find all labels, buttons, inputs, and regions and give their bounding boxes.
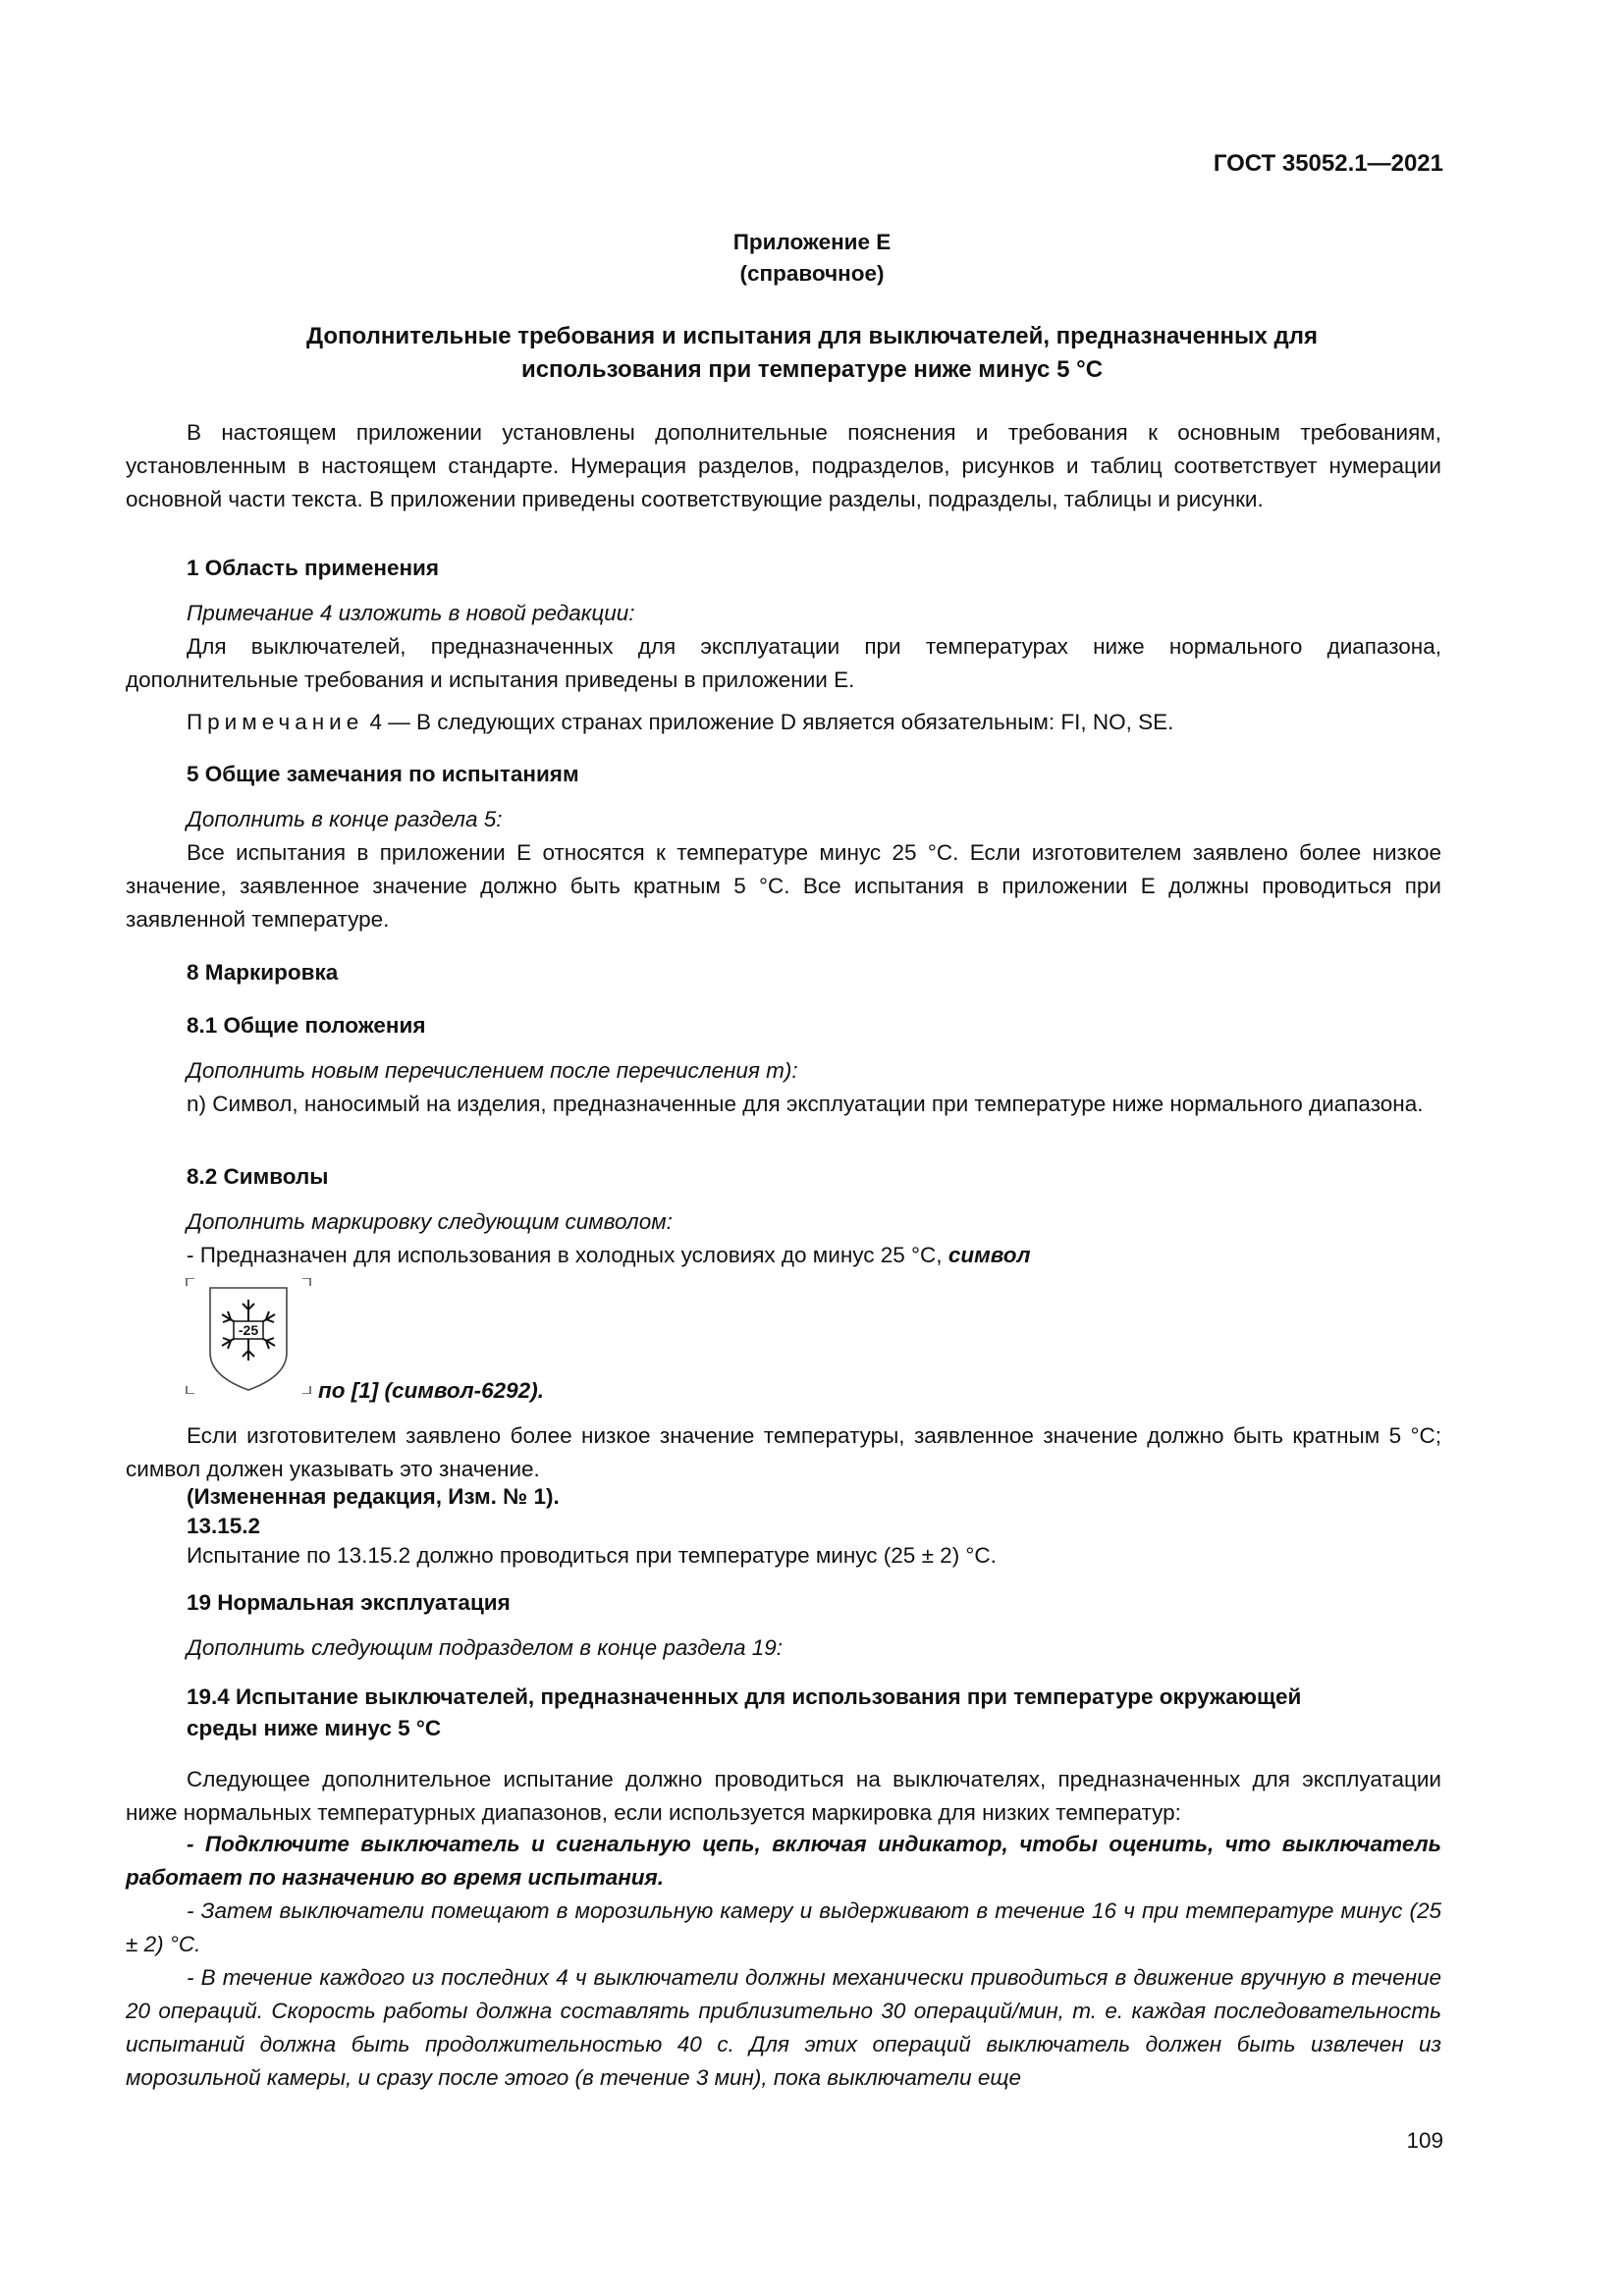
section-19-instruction: Дополнить следующим подразделом в конце раздела 19: xyxy=(187,1635,784,1660)
section-8-2-heading: 8.2 Символы xyxy=(187,1164,329,1189)
cold-symbol-6292 xyxy=(185,1278,312,1394)
symbol-item-bold: символ xyxy=(947,1243,1031,1267)
section-8-2-item xyxy=(187,1239,1030,1272)
section-5-instruction: Дополнить в конце раздела 5: xyxy=(187,807,503,831)
symbol-reference: по [1] (символ-6292). xyxy=(318,1378,544,1403)
appendix-status: (справочное) xyxy=(739,261,885,286)
page-number: 109 xyxy=(1406,2128,1443,2153)
note-text: 4 — В следующих странах приложение D является обязательным: FI, NO, SE. xyxy=(363,710,1174,734)
test-step-3: - В течение каждого из последних 4 ч выключатели должны механически приводиться в движение вручную в течение 20 операций. Скорость работы должна составлять приблизительно 30 операций/мин, т. е. каждая последовательность испытаний должна быть продолжительностью 40 с. Для этих операций выключатель должен быть извлечен из морозильной камеры, и сразу после этого (в течение 3 мин), пока выключатели еще xyxy=(126,1965,1441,2090)
test-step-1: - Подключите выключатель и сигнальную цепь, включая индикатор, чтобы оценить, что выключатель работает по назначению во время испытания. xyxy=(126,1832,1441,1890)
section-19-4-heading-line2: среды ниже минус 5 °С xyxy=(187,1716,442,1740)
section-8-heading: 8 Маркировка xyxy=(187,960,339,985)
clause-13-15-2-text: Испытание по 13.15.2 должно проводиться при температуре минус (25 ± 2) °С. xyxy=(187,1543,997,1568)
section-8-1-heading: 8.1 Общие положения xyxy=(187,1013,426,1038)
symbol-temperature: -25 xyxy=(238,1322,259,1338)
document-code: ГОСТ 35052.1—2021 xyxy=(1213,150,1443,177)
section-19-4-text: Следующее дополнительное испытание должно проводиться на выключателях, предназначенных для эксплуатации ниже нормальных температурных диапазонов, если используется маркировка для низких температур: xyxy=(126,1767,1441,1825)
section-1-instruction: Примечание 4 изложить в новой редакции: xyxy=(187,601,635,625)
amended-edition: (Измененная редакция, Изм. № 1). xyxy=(187,1484,560,1509)
section-8-2-instruction: Дополнить маркировку следующим символом: xyxy=(187,1209,673,1234)
section-19-heading: 19 Нормальная эксплуатация xyxy=(187,1590,511,1615)
section-1-heading: 1 Область применения xyxy=(187,556,440,580)
section-5-heading: 5 Общие замечания по испытаниям xyxy=(187,762,579,786)
section-1-note xyxy=(187,706,1173,739)
note-label: Примечание xyxy=(187,710,364,734)
lower-temp-text: Если изготовителем заявлено более низкое значение температуры, заявленное значение должно быть кратным 5 °С; символ должен указывать это значение. xyxy=(126,1423,1441,1481)
symbol-item-text: - Предназначен для использования в холодных условиях до минус 25 °С, xyxy=(187,1243,948,1267)
section-8-1-instruction: Дополнить новым перечислением после перечисления m): xyxy=(187,1058,798,1083)
appendix-heading-line1: Дополнительные требования и испытания для выключателей, предназначенных для xyxy=(306,323,1318,349)
section-1-text: Для выключателей, предназначенных для эксплуатации при температурах ниже нормального диапазона, дополнительные требования и испытания приведены в приложении Е. xyxy=(126,634,1441,692)
appendix-heading-line2: использования при температуре ниже минус 5 °С xyxy=(520,356,1104,383)
appendix-title: Приложение Е xyxy=(732,230,892,254)
section-5-text: Все испытания в приложении Е относятся к температуре минус 25 °С. Если изготовителем заявлено более низкое значение, заявленное значение должно быть кратным 5 °С. Все испытания в приложении Е должны проводиться при заявленной температуре. xyxy=(126,840,1441,932)
section-19-4-heading-line1: 19.4 Испытание выключателей, предназначенных для использования при температуре окружающей xyxy=(187,1684,1302,1709)
intro-paragraph: В настоящем приложении установлены дополнительные пояснения и требования к основным требованиям, установленным в настоящем стандарте. Нумерация разделов, подразделов, рисунков и таблиц соответствует нумерации основной части текста. В приложении приведены соответствующие разделы, подразделы, таблицы и рисунки. xyxy=(126,420,1441,511)
section-8-1-text: n) Символ, наносимый на изделия, предназначенные для эксплуатации при температуре ниже нормального диапазона. xyxy=(187,1092,1424,1116)
clause-13-15-2: 13.15.2 xyxy=(187,1514,261,1538)
test-step-2: - Затем выключатели помещают в морозильную камеру и выдерживают в течение 16 ч при температуре минус (25 ± 2) °С. xyxy=(126,1898,1441,1956)
